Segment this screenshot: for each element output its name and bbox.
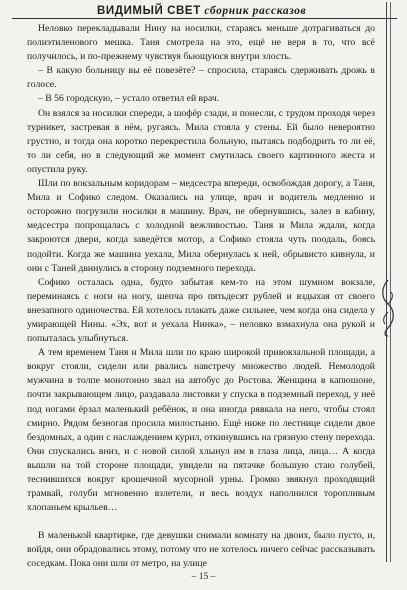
margin-ornament-icon [377,278,399,338]
paragraph: А тем временем Таня и Мила шли по краю широкой привокзальной площади, а вокруг стояли, сидели или рвались навстречу множество людей. Немолодой мужчина в толпе монотонно звал на автобус до Ростова. Женщина в капюшоне, почти закрывающем лицо, раздавала листовки у спуска в подземный переход, у неё под ногами ёрзал маленький ребёнок, и она иногда рявкала на него, чтобы стоял смирно. Рядом безногая просила милостыню. Ещё ниже по лестнице сидели двое бездомных, а один с наслаждением курил, откинувшись на грязную стену перехода. Они спускались вниз, и с новой силой хлынул им в глаза лица, лица… А когда вышли на той стороне площади, увидели на пятачке большую стаю голубей, теснившихся вокруг крошечной мусорной урны. Громко звякнул проходящий трамвай, голуби мгновенно взлетели, и весь воздух наполнился торопливым хлопаньем крыльев… [27,347,375,514]
paragraph: – В какую больницу вы её повезёте? – спросила, стараясь сдерживать дрожь в голосе. [27,65,375,91]
paragraph: Он взялся за носилки спереди, а шофёр сзади, и понесли, с трудом проходя через турникет, застревая в нём, ругаясь. Мила стояла у стены. Ей было невероятно грустно, и тогда она коротко перекрестила больную, пытаясь подбодрить то ли её, то ли себя, но в следующий же момент смутилась своего картинного жеста и опустила руку. [27,107,375,175]
book-title-sub: сборник рассказов [204,5,307,17]
paragraph: – В 56 городскую, – устало ответил ей врач. [38,93,220,105]
page-number: – 15 – [191,572,216,582]
paragraph: Неловко перекладывали Нину на носилки, стараясь меньше дотрагиваться до полиэтиленового мешка. Таня смотрела на это, ещё не веря в то, что всё получилось, и по-прежнему чувствуя бьющуюся внутри злость. [27,23,375,63]
body-text [27,22,375,572]
header-rule [12,18,397,19]
paragraph: В маленькой квартирке, где девушки снимали комнату на двоих, было пусто, и, войдя, они обрадовались этому, потому что не хотелось ничего сейчас рассказывать соседкам. Пока они шли от метро, на улице [27,530,375,570]
running-header [0,0,407,24]
book-title [97,5,306,17]
paragraph: Софико осталась одна, будто забытая кем-то на этом шумном вокзале, переминаясь с ноги на ногу, шепча про пятьдесят рублей и вздыхая от своего внезапного одиночества. Ей хотелось плакать даже сильнее, чем когда она сидела у умирающей Нины. «Эх, вот и уехала Нинка», – неловко взмахнула она рукой и попыталась улыбнуться. [27,276,375,345]
book-title-main: ВИДИМЫЙ СВЕТ [97,5,201,17]
paragraph: Шли по вокзальным коридорам – медсестра впереди, освобождая дорогу, а Таня, Мила и Софико следом. Оказались на улице, врач и водитель медленно и осторожно погрузили носилки в машину. Врач, не обернувшись, залез в кабину, медсестра попрощалась с холодной вежливостью. Таня и Мила ждали, когда закроются двери, когда заведётся мотор, а Софико стояла чуть поодаль, боясь подойти. Когда же машина уехала, Мила обернулась к ней, обрывисто кивнула, и они с Таней двинулись в сторону подземного перехода. [27,178,375,274]
